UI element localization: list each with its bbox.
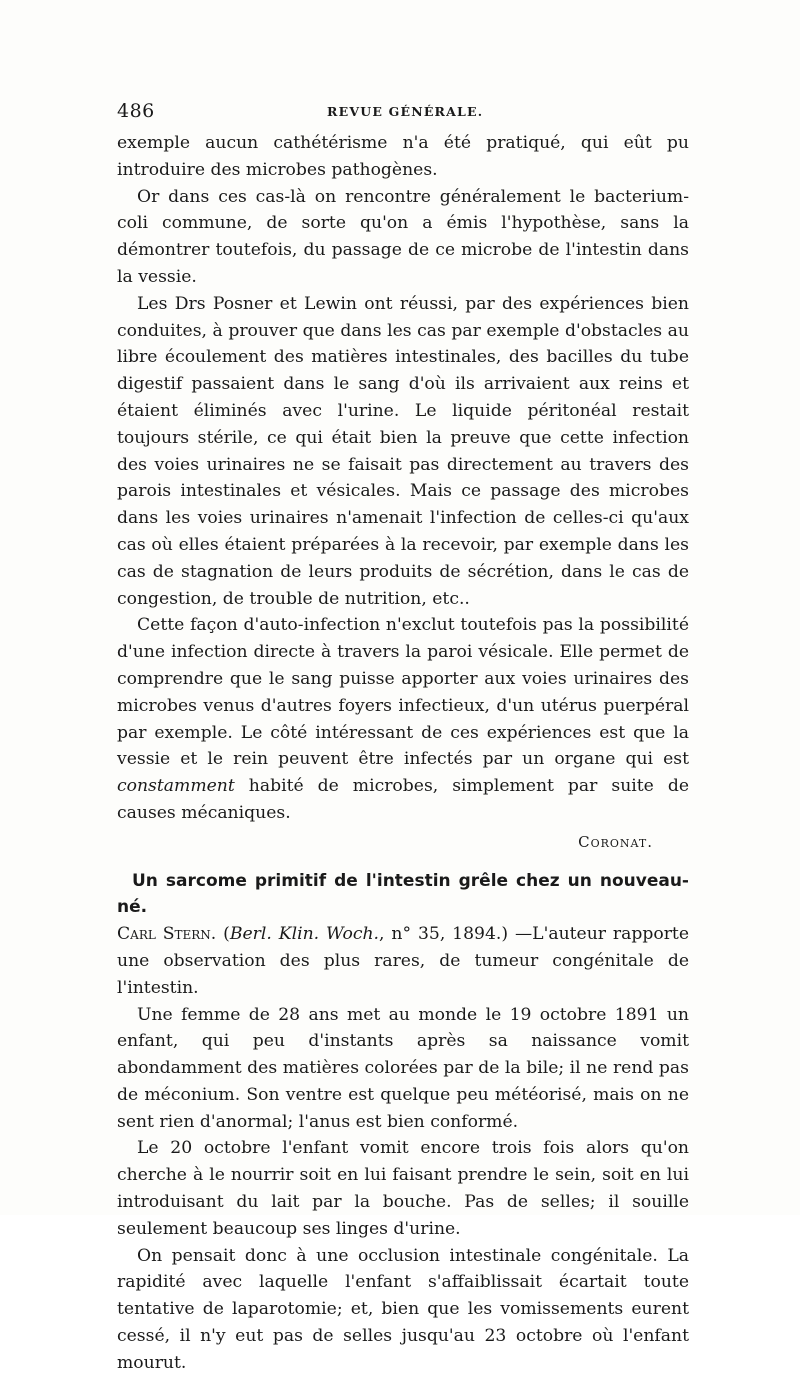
paragraph-text: Cette façon d'auto-infection n'exclut toutefois pas la possibilité d'une infection directe à travers la paroi vésicale. Elle permet de comprendre que le sang puisse apporter aux voies urinaires des microbes venus d'autres foyers infectieux, d'un utérus puerpéral par exemple. Le côté intéressant de ces expériences est que la vessie et le rein peuvent être infectés par un organe qui est (117, 615, 689, 770)
author-signature: Coronat. (578, 832, 653, 851)
page-header (117, 100, 689, 126)
running-head: REVUE GÉNÉRALE. (327, 104, 484, 119)
citation-journal: Berl. Klin. Woch. (229, 924, 380, 945)
citation-author: Carl Stern. (117, 924, 217, 945)
paragraph: Les Drs Posner et Lewin ont réussi, par des expériences bien conduites, à prouver que dans les cas par exemple d'obstacles au libre écoulement des matières intestinales, des bacilles du tube digestif passaient dans le sang d'où ils arrivaient aux reins et étaient éliminés avec l'urine. Le liquide péritonéal restait toujours stérile, ce qui était bien la preuve que cette infection des voies urinaires ne se faisait pas directement au travers des parois intestinales et vésicales. Mais ce passage des microbes dans les voies urinaires n'amenait l'infection de celles-ci qu'aux cas où elles étaient préparées à la recevoir, par exemple dans les cas de stagnation de leurs produits de sécrétion, dans le cas de congestion, de trouble de nutrition, etc.. (117, 293, 689, 609)
paragraph: On pensait donc à une occlusion intestinale congénitale. La rapidité avec laquelle l'enfant s'affaiblissait écartait toute tentative de laparotomie; et, bien que les vomissements eurent cessé, il n'y eut pas de selles jusqu'au 23 octobre où l'enfant mourut. (117, 1245, 689, 1373)
citation-punctuation: ( (216, 924, 230, 945)
paragraph: Or dans ces cas-là on rencontre généralement le bacterium-coli commune, de sorte qu'on a émis l'hypothèse, sans la démontrer toutefois, du passage de ce microbe de l'intestin dans la vessie. (117, 186, 689, 287)
page-number: 486 (117, 100, 155, 122)
article-title: Un sarcome primitif de l'intestin grêle chez un nouveau-né. (117, 870, 689, 918)
paragraph: exemple aucun cathétérisme n'a été pratiqué, qui eût pu introduire des microbes pathogènes. (117, 133, 689, 180)
citation-paragraph (117, 921, 689, 1001)
emphasis-text: constamment (117, 776, 235, 797)
paragraph (117, 612, 689, 826)
paragraph-text: habité de microbes, simplement par suite de causes mécaniques. (117, 776, 689, 823)
page-body (117, 130, 689, 1377)
paragraph: Le 20 octobre l'enfant vomit encore trois fois alors qu'on cherche à le nourrir soit en lui faisant prendre le sein, soit en lui introduisant du lait par la bouche. Pas de selles; il souille seulement beaucoup ses linges d'urine. (117, 1138, 689, 1239)
paragraph: Une femme de 28 ans met au monde le 19 octobre 1891 un enfant, qui peu d'instants après sa naissance vomit abondamment des matières colorées par de la bile; il ne rend pas de méconium. Son ventre est quelque peu météorisé, mais on ne sent rien d'anormal; l'anus est bien conformé. (117, 1004, 689, 1132)
citation-text: , n° 35, 1894.) —L'auteur rapporte une observation des plus rares, de tumeur congénitale de l'intestin. (117, 924, 690, 998)
